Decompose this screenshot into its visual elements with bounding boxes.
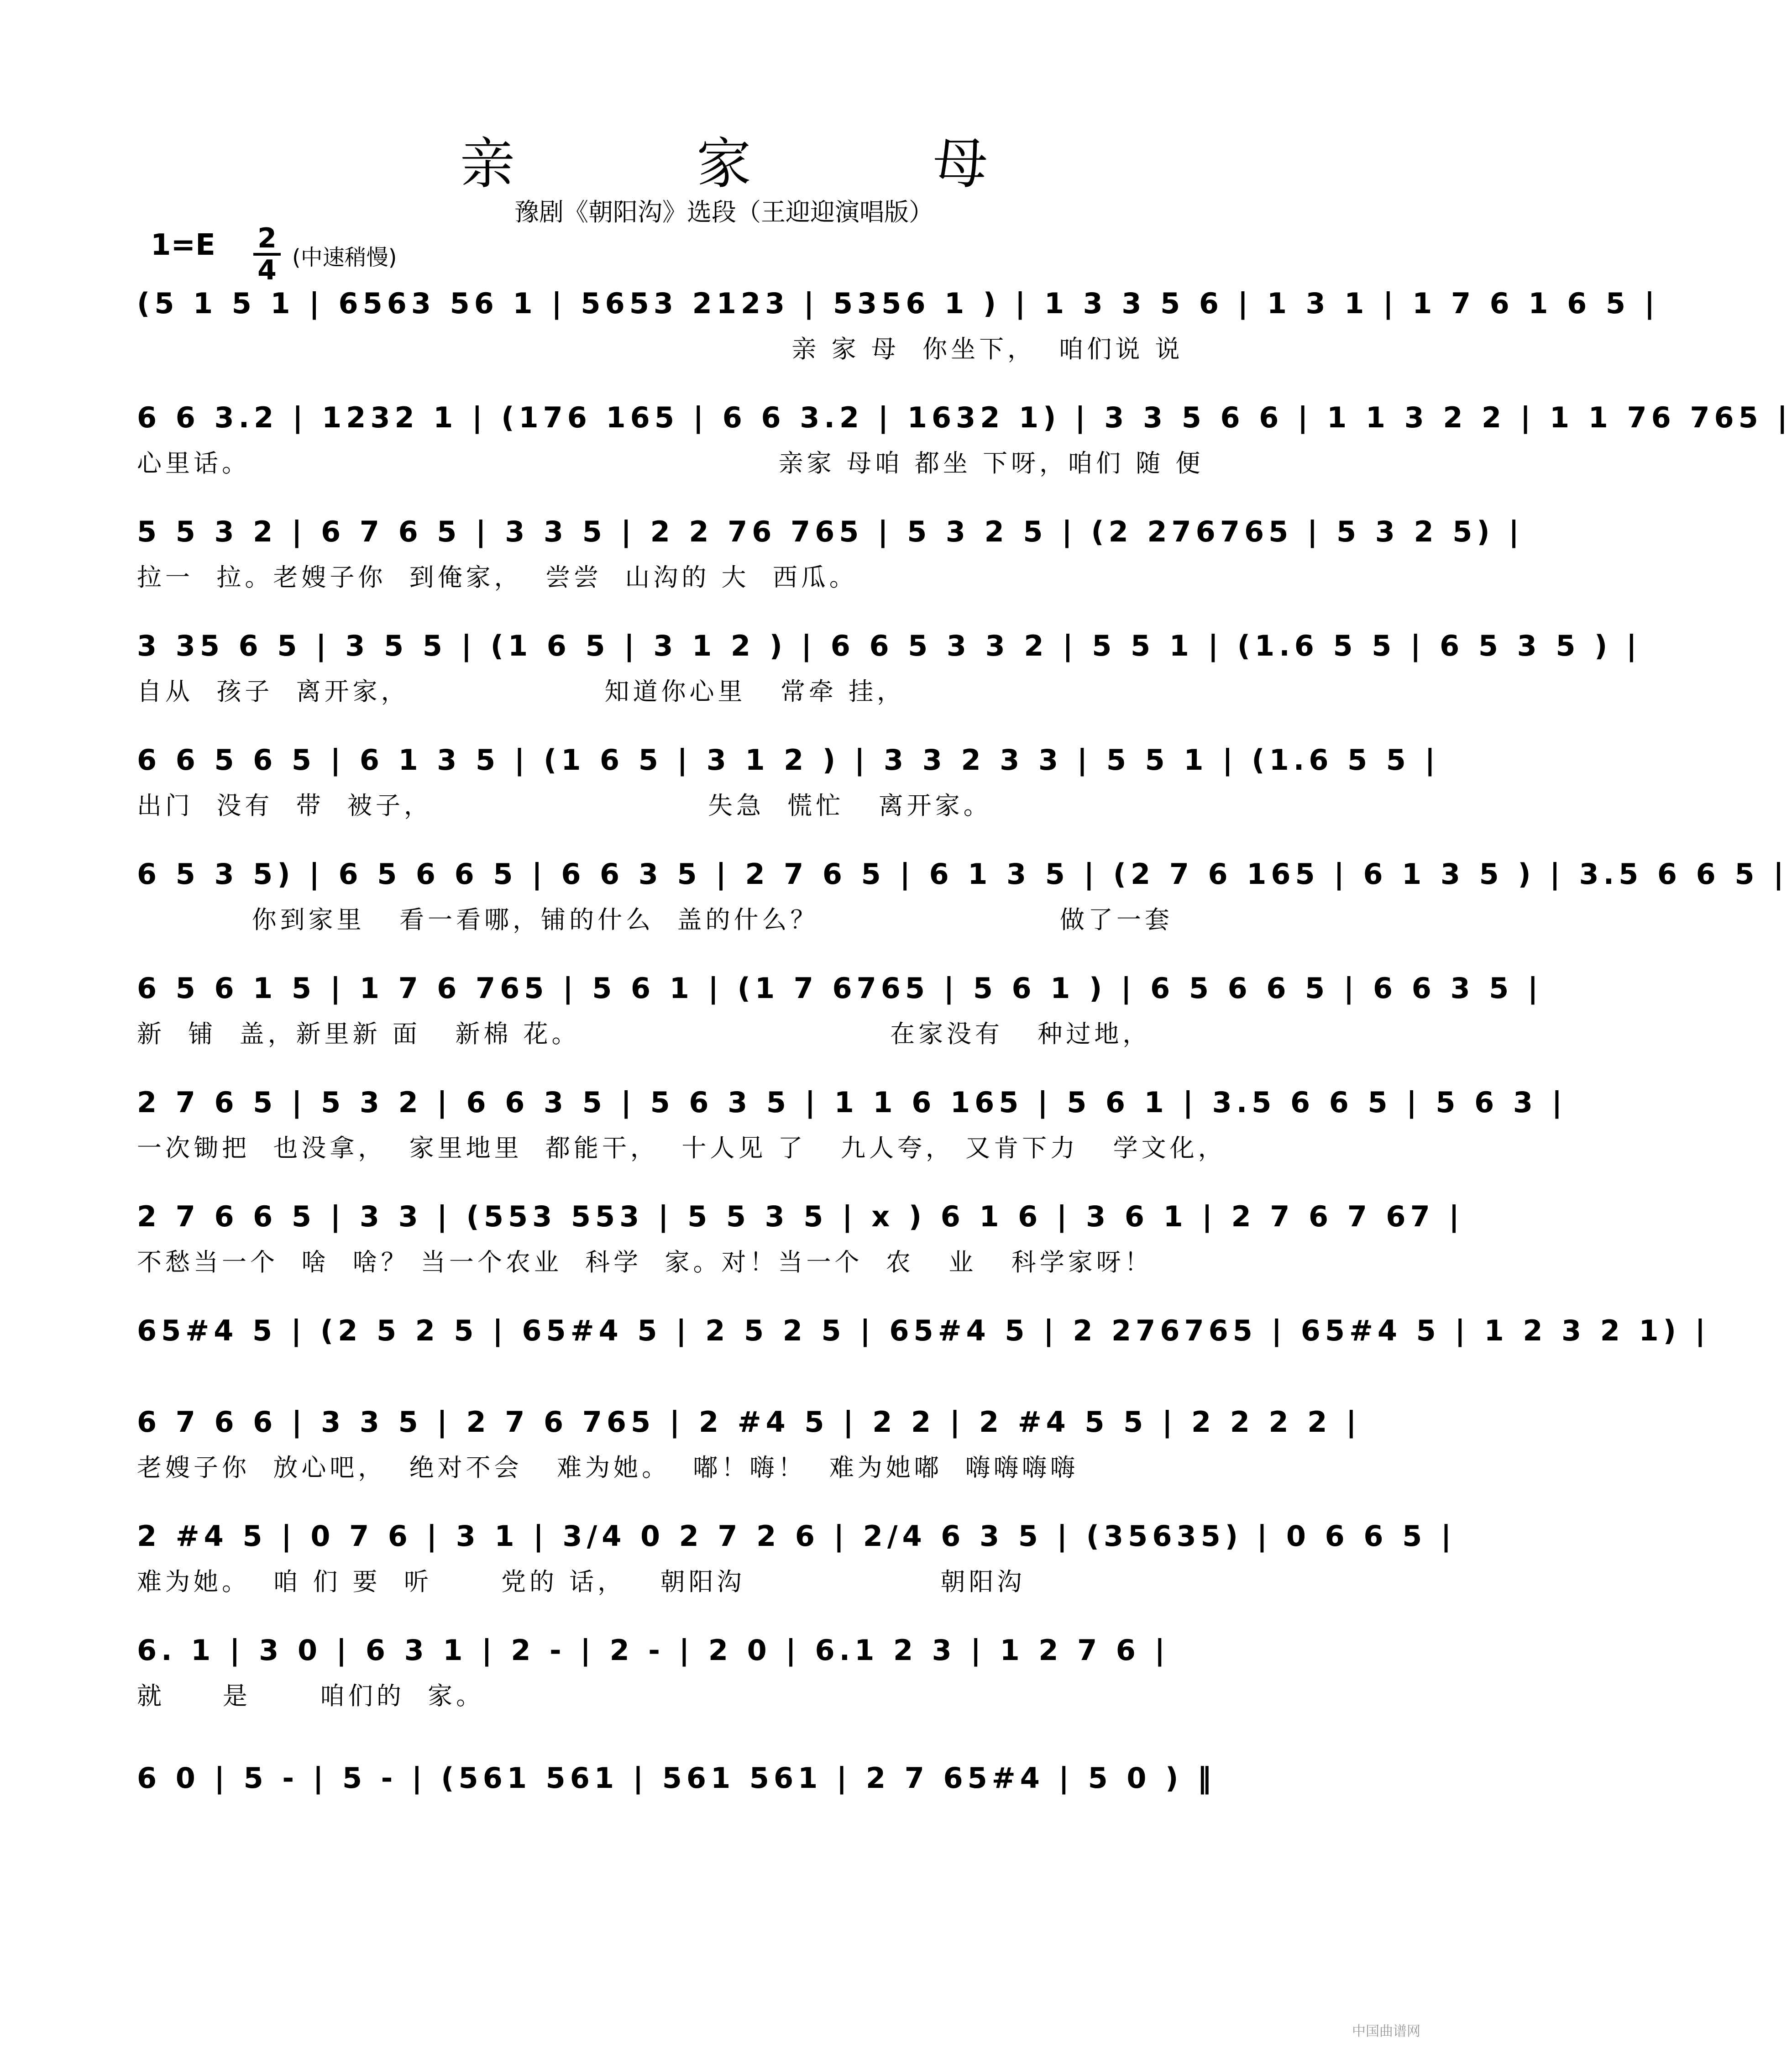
lyric-line: 你到家里 看一看哪，铺的什么 盖的什么？ 做了一套 <box>137 905 1173 934</box>
meter-top: 2 <box>257 222 277 254</box>
lyric-line: 新 铺 盖，新里新 面 新棉 花。 在家没有 种过地， <box>137 1019 1151 1048</box>
notation-line: 65#4 5 | (2 5 2 5 | 65#4 5 | 2 5 2 5 | 65#4 5 | 2 276765 | 65#4 5 | 1 2 3 2 1) | <box>137 1314 1710 1347</box>
lyric-line: 出门 没有 带 被子， 失急 慌忙 离开家。 <box>137 791 992 820</box>
page-subtitle: 豫剧《朝阳沟》选段（王迎迎演唱版） <box>514 198 933 226</box>
notation-line: 2 7 6 6 5 | 3 3 | (553 553 | 5 5 3 5 | x ) 6 1 6 | 3 6 1 | 2 7 6 7 67 | <box>137 1200 1464 1233</box>
notation-line: 5 5 3 2 | 6 7 6 5 | 3 3 5 | 2 2 76 765 | 5 3 2 5 | (2 276765 | 5 3 2 5) | <box>137 515 1524 548</box>
notation-line: 6 5 6 1 5 | 1 7 6 765 | 5 6 1 | (1 7 6765 | 5 6 1 ) | 6 5 6 6 5 | 6 6 3 5 | <box>137 972 1543 1005</box>
key-signature: 1=E <box>151 228 215 262</box>
tempo-marking: (中速稍慢) <box>292 245 397 270</box>
notation-line: 6 6 5 6 5 | 6 1 3 5 | (1 6 5 | 3 1 2 ) | 3 3 2 3 3 | 5 5 1 | (1.6 5 5 | <box>137 743 1440 777</box>
time-signature <box>253 222 281 286</box>
notation-line: 6 7 6 6 | 3 3 5 | 2 7 6 765 | 2 #4 5 | 2 2 | 2 #4 5 5 | 2 2 2 2 | <box>137 1405 1361 1439</box>
lyric-line: 心里话。 亲家 母咱 都坐 下呀，咱们 随 便 <box>137 449 1204 478</box>
notation-line: 3 35 6 5 | 3 5 5 | (1 6 5 | 3 1 2 ) | 6 6 5 3 3 2 | 5 5 1 | (1.6 5 5 | 6 5 3 5 ) | <box>137 629 1641 662</box>
lyric-line: 老嫂子你 放心吧， 绝对不会 难为她。 嘟！嗨！ 难为她嘟 嗨嗨嗨嗨 <box>137 1453 1079 1482</box>
page-title: 亲 家 母 <box>460 132 1070 196</box>
notation-line: (5 1 5 1 | 6563 56 1 | 5653 2123 | 5356 1 ) | 1 3 3 5 6 | 1 3 1 | 1 7 6 1 6 5 | <box>137 287 1660 320</box>
notation-line: 6. 1 | 3 0 | 6 3 1 | 2 - | 2 - | 2 0 | 6.1 2 3 | 1 2 7 6 | <box>137 1634 1170 1667</box>
notation-line: 6 0 | 5 - | 5 - | (561 561 | 561 561 | 2 7 65#4 | 5 0 ) ‖ <box>137 1761 1216 1795</box>
lyric-line: 不愁当一个 啥 啥？ 当一个农业 科学 家。对！当一个 农 业 科学家呀！ <box>137 1248 1153 1277</box>
notation-line: 6 6 3.2 | 1232 1 | (176 165 | 6 6 3.2 | 1632 1) | 3 3 5 6 6 | 1 1 3 2 2 | 1 1 76 765 | <box>137 401 1792 434</box>
notation-line: 2 7 6 5 | 5 3 2 | 6 6 3 5 | 5 6 3 5 | 1 1 6 165 | 5 6 1 | 3.5 6 6 5 | 5 6 3 | <box>137 1086 1567 1119</box>
lyric-line: 自从 孩子 离开家， 知道你心里 常牵 挂， <box>137 677 906 706</box>
lyric-line: 就 是 咱们的 家。 <box>137 1681 485 1710</box>
notation-line: 6 5 3 5) | 6 5 6 6 5 | 6 6 3 5 | 2 7 6 5 | 6 1 3 5 | (2 7 6 165 | 6 1 3 5 ) | 3.5 6 6 5 | <box>137 857 1788 891</box>
notation-line: 2 #4 5 | 0 7 6 | 3 1 | 3/4 0 2 7 2 6 | 2/4 6 3 5 | (35635) | 0 6 6 5 | <box>137 1519 1456 1553</box>
meter-bottom: 4 <box>257 254 277 286</box>
lyric-line: 难为她。 咱 们 要 听 党的 话， 朝阳沟 朝阳沟 <box>137 1567 1026 1596</box>
lyric-line: 亲 家 母 你坐下， 咱们说 说 <box>137 335 1184 363</box>
lyric-line: 一次锄把 也没拿， 家里地里 都能干， 十人见 了 九人夸， 又肯下力 学文化， <box>137 1134 1226 1162</box>
site-watermark: 中国曲谱网 <box>1352 2023 1420 2039</box>
lyric-line: 拉一 拉。老嫂子你 到俺家， 尝尝 山沟的 大 西瓜。 <box>137 563 858 592</box>
